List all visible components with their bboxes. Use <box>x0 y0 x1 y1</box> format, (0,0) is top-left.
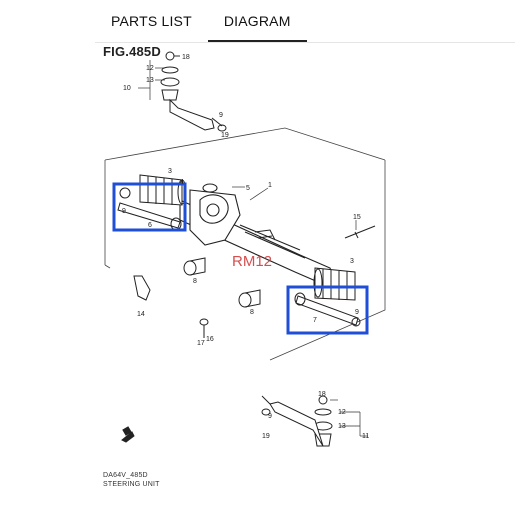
callout-13-top: 13 <box>146 77 154 84</box>
front-arrow-icon <box>122 427 134 442</box>
callout-3-left: 3 <box>168 168 172 175</box>
callout-19-bottom: 19 <box>262 433 270 440</box>
callout-9-right: 9 <box>355 309 359 316</box>
bolt-15 <box>345 226 375 238</box>
callout-5: 5 <box>246 185 250 192</box>
callout-3-right: 3 <box>350 258 354 265</box>
callout-18-bottom: 18 <box>318 391 326 398</box>
callout-9-bottom: 9 <box>268 413 272 420</box>
callout-13-bottom: 13 <box>338 423 346 430</box>
figure-title: FIG.485D <box>103 44 161 59</box>
callout-1: 1 <box>268 182 272 189</box>
callout-11: 11 <box>362 433 370 440</box>
callout-10: 10 <box>123 85 131 92</box>
callout-8-left: 8 <box>193 278 197 285</box>
callout-16: 16 <box>206 336 214 343</box>
callout-6: 6 <box>148 222 152 229</box>
lower-tie-rod-end <box>262 396 332 446</box>
bracket <box>134 276 150 300</box>
unit-name: STEERING UNIT <box>103 481 160 488</box>
callout-12-top: 12 <box>146 65 154 72</box>
callout-9-left: 9 <box>122 208 126 215</box>
callout-8-right: 8 <box>250 309 254 316</box>
callout-4: 4 <box>180 179 184 186</box>
callout-17: 17 <box>197 340 205 347</box>
callout-14: 14 <box>137 311 145 318</box>
callout-12-bottom: 12 <box>338 409 346 416</box>
right-boot <box>314 268 355 300</box>
overlay-label: RM12 <box>232 253 273 270</box>
callout-19-top: 19 <box>221 132 229 139</box>
figure-code: DA64V_485D <box>103 472 148 479</box>
callout-9-top: 9 <box>219 112 223 119</box>
tab-parts-list[interactable]: PARTS LIST <box>111 13 192 29</box>
callout-18-top: 18 <box>182 54 190 61</box>
upper-tie-rod-end <box>161 52 226 131</box>
callout-7: 7 <box>313 317 317 324</box>
tab-diagram[interactable]: DIAGRAM <box>208 0 307 42</box>
callout-15: 15 <box>353 214 361 221</box>
